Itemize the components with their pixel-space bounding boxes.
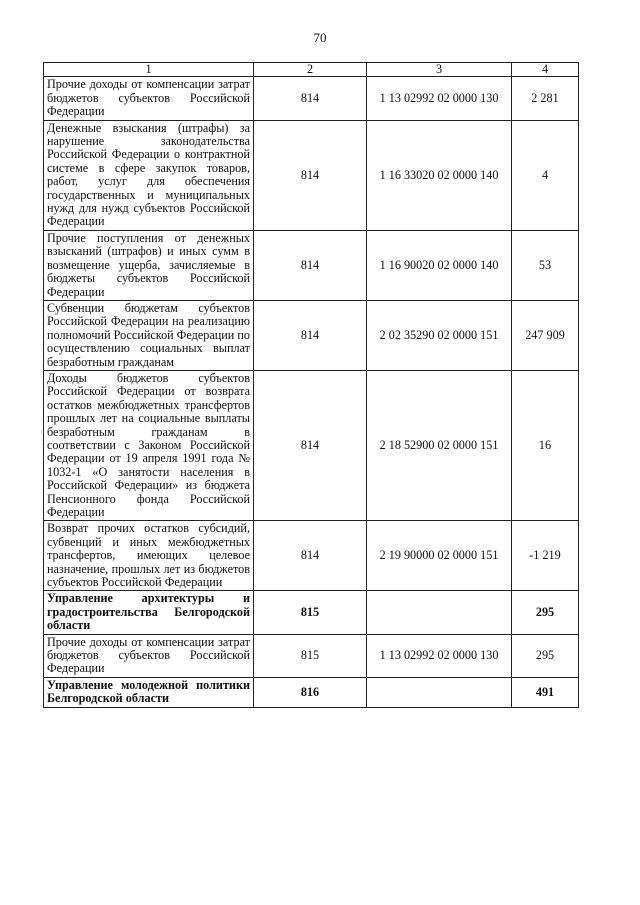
header-col-2: 2 [254, 63, 367, 77]
row-budget-code [367, 677, 512, 707]
row-description: Прочие доходы от компенсации затрат бюджетов субъектов Российской Федерации [44, 634, 254, 677]
row-budget-code: 1 13 02992 02 0000 130 [367, 77, 512, 120]
row-amount: 16 [512, 370, 579, 520]
row-amount: 247 909 [512, 300, 579, 370]
row-amount: 2 281 [512, 77, 579, 120]
table-row [44, 230, 579, 300]
row-admin-code: 814 [254, 230, 367, 300]
row-admin-code: 814 [254, 300, 367, 370]
row-description: Прочие поступления от денежных взысканий (штрафов) и иных сумм в возмещение ущерба, зачисляемые в бюджеты субъектов Российской Федерации [44, 230, 254, 300]
row-budget-code: 1 13 02992 02 0000 130 [367, 634, 512, 677]
row-budget-code [367, 591, 512, 634]
row-admin-code: 814 [254, 521, 367, 591]
row-admin-code: 814 [254, 370, 367, 520]
table-row [44, 521, 579, 591]
row-amount: -1 219 [512, 521, 579, 591]
table-row [44, 300, 579, 370]
revenue-table [43, 62, 579, 708]
row-amount: 4 [512, 120, 579, 230]
header-col-1: 1 [44, 63, 254, 77]
row-amount: 295 [512, 591, 579, 634]
row-admin-code: 814 [254, 120, 367, 230]
row-description: Доходы бюджетов субъектов Российской Федерации от возврата остатков межбюджетных трансфертов прошлых лет на социальные выплаты безработным гражданам в соответствии с Законом Российской Федерации от 19 апреля 1991 года № 1032-1 «О занятости населения в Российской Федерации» из бюджета Пенсионного фонда Российской Федерации [44, 370, 254, 520]
row-amount: 491 [512, 677, 579, 707]
row-budget-code: 2 18 52900 02 0000 151 [367, 370, 512, 520]
table-row [44, 77, 579, 120]
row-admin-code: 816 [254, 677, 367, 707]
table-row [44, 370, 579, 520]
table-header-row [44, 63, 579, 77]
table-row [44, 120, 579, 230]
row-budget-code: 1 16 33020 02 0000 140 [367, 120, 512, 230]
row-description: Прочие доходы от компенсации затрат бюджетов субъектов Российской Федерации [44, 77, 254, 120]
row-budget-code: 2 19 90000 02 0000 151 [367, 521, 512, 591]
table-row-department [44, 591, 579, 634]
row-admin-code: 814 [254, 77, 367, 120]
row-amount: 295 [512, 634, 579, 677]
row-admin-code: 815 [254, 634, 367, 677]
page-number: 70 [313, 30, 327, 45]
table-row [44, 634, 579, 677]
row-description: Субвенции бюджетам субъектов Российской Федерации на реализацию полномочий Российской Федерации по осуществлению социальных выплат безработным гражданам [44, 300, 254, 370]
row-budget-code: 2 02 35290 02 0000 151 [367, 300, 512, 370]
header-col-4: 4 [512, 63, 579, 77]
row-description: Денежные взыскания (штрафы) за нарушение законодательства Российской Федерации о контрактной системе в сфере закупок товаров, работ, услуг для обеспечения государственных и муниципальных нужд для нужд субъектов Российской Федерации [44, 120, 254, 230]
row-admin-code: 815 [254, 591, 367, 634]
header-col-3: 3 [367, 63, 512, 77]
row-description: Возврат прочих остатков субсидий, субвенций и иных межбюджетных трансфертов, имеющих целевое назначение, прошлых лет из бюджетов субъектов Российской Федерации [44, 521, 254, 591]
row-amount: 53 [512, 230, 579, 300]
row-description: Управление архитектуры и градостроительства Белгородской области [44, 591, 254, 634]
row-budget-code: 1 16 90020 02 0000 140 [367, 230, 512, 300]
row-description: Управление молодежной политики Белгородской области [44, 677, 254, 707]
table-row-department [44, 677, 579, 707]
